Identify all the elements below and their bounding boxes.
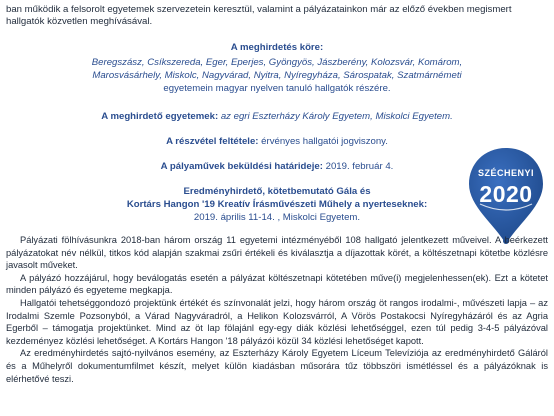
circle-heading: A meghirdetés köre: (230, 42, 324, 53)
deadline-value: 2019. február 4. (322, 161, 394, 172)
intro-line-2: hallgatók közvetlen meghívásával. (6, 16, 153, 27)
body-paragraph-1: Pályázati fölhívásunkra 2018-ban három ország 11 egyetemi intézményéből 108 hallgató jelentkezett műveivel. A beérkezett pályázatokat név nélkül, titkos kód alapján szakmai zsűri értékeli és kiválasztja a díjazottak körét, a költészetnapi kötetbe közlésre javasolt műveket. (6, 235, 548, 271)
badge-line-2: 2020 (479, 181, 533, 207)
circle-line-2: Marosvásárhely, Miskolc, Nagyvárad, Nyitra, Nyíregyháza, Sárospatak, Szatmárnémeti (92, 70, 462, 81)
circle-line-1: Beregszász, Csíkszereda, Eger, Eperjes, Gyöngyös, Jászberény, Kolozsvár, Komárom, (91, 57, 463, 68)
body-paragraph-2: A pályázó hozzájárul, hogy beválogatás esetén a pályázat költészetnapi kötetében műve(i) megjelenhessen(ek). Ezt a kötetet minden pályázó és egyeteme megkapja. (6, 272, 548, 296)
universities-label: A meghirdető egyetemek: (101, 111, 219, 122)
gala-line-3: 2019. április 11-14. , Miskolci Egyetem. (193, 212, 361, 223)
intro-line-1: ban működik a felsorolt egyetemek szervezetein keresztül, valamint a pályázatainkon már az előző években megismert (6, 4, 512, 15)
condition-label: A részvétel feltétele: (166, 136, 259, 147)
circle-line-3: egyetemein magyar nyelven tanuló hallgatók részére. (163, 83, 391, 94)
gala-line-2: Kortárs Hangon '19 Kreatív Írásművészeti Műhely a nyerteseknek: (126, 199, 428, 210)
deadline-label: A pályaművek beküldési határideje: (160, 161, 323, 172)
universities-line (0, 111, 554, 123)
condition-value: érvényes hallgatói jogviszony. (258, 136, 388, 147)
body-text (6, 234, 548, 385)
gala-line-1: Eredményhirdető, kötetbemutató Gála és (183, 186, 371, 197)
body-paragraph-4: Az eredményhirdetés sajtó-nyilvános esemény, az Eszterházy Károly Egyetem Líceum Televíziója az eredményhirdető Gáláról és a Műhelyről dokumentumfilmet készít, melyet külön kiadásban műsorára tűz többszöri ismétléssel és a pályázóknak is elérhetővé teszi. (6, 348, 548, 384)
szechenyi-2020-logo (466, 146, 546, 246)
body-paragraph-3: Hallgatói tehetséggondozó projektünk értékét és színvonalát jelzi, hogy három ország öt rangos irodalmi-, művészeti lapja – az Irodalmi Szemle Pozsonyból, a Várad Nagyváradról, a Helikon Kolozsvárról, A Vörös Postakocsi Nyíregyházáról és az Agria Egerből – támogatja projektünket. Mind az öt lap fölajánl egy-egy diák közlési lehetőséggel, ezen túl pedig 3-4-5 pályázóval kezdeményez közlési lehetőséget. A Kortárs Hangon '18 pályázói közül 34 közlési lehetőséget kapott. (6, 297, 548, 346)
badge-line-1: SZÉCHENYI (477, 168, 534, 178)
universities-value: az egri Eszterházy Károly Egyetem, Miskolci Egyetem. (218, 111, 453, 122)
